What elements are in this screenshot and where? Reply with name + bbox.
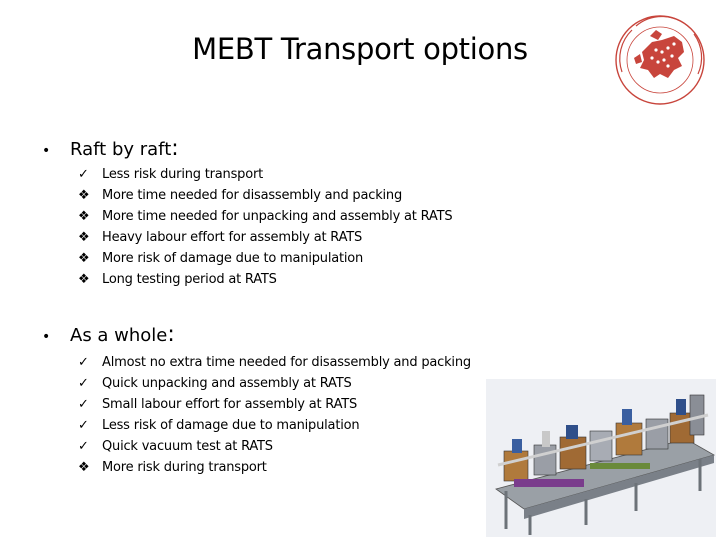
check-icon: ✓: [78, 439, 89, 454]
list-item-text: Quick vacuum test at RATS: [102, 439, 273, 454]
section-as-a-whole: [42, 322, 175, 347]
diamond-bullet-icon: ❖: [78, 209, 90, 224]
section-heading: [42, 322, 175, 347]
bullet-dot-icon: •: [42, 329, 51, 345]
list-item-text: More time needed for unpacking and assembly at RATS: [102, 209, 453, 224]
list-item-text: Less risk of damage due to manipulation: [102, 418, 360, 433]
heading-colon: :: [167, 322, 175, 347]
check-icon: ✓: [78, 397, 89, 412]
bullet-dot-icon: •: [42, 143, 51, 159]
list-item-text: Quick unpacking and assembly at RATS: [102, 376, 352, 391]
list-item-text: Long testing period at RATS: [102, 272, 277, 287]
diamond-bullet-icon: ❖: [78, 251, 90, 266]
raft-by-raft-list: [78, 164, 452, 290]
list-item: [78, 269, 452, 290]
list-item-text: Heavy labour effort for assembly at RATS: [102, 230, 363, 245]
check-icon: ✓: [78, 418, 89, 433]
list-item-text: Almost no extra time needed for disassembly and packing: [102, 355, 471, 370]
list-item-text: Small labour effort for assembly at RATS: [102, 397, 358, 412]
list-item: [78, 436, 471, 457]
section-raft-by-raft: [42, 136, 179, 161]
mebt-assembly-image: [486, 379, 716, 537]
list-item: [78, 185, 452, 206]
page-title: MEBT Transport options: [192, 32, 528, 66]
as-a-whole-list: [78, 352, 471, 478]
diamond-bullet-icon: ❖: [78, 188, 90, 203]
diamond-bullet-icon: ❖: [78, 272, 90, 287]
list-item: [78, 415, 471, 436]
list-item-text: Less risk during transport: [102, 167, 264, 182]
list-item: [78, 206, 452, 227]
list-item: [78, 457, 471, 478]
check-icon: ✓: [78, 355, 89, 370]
list-item: [78, 248, 452, 269]
esss-logo-icon: [612, 12, 708, 108]
diamond-bullet-icon: ❖: [78, 230, 90, 245]
section-heading-text: As a whole: [70, 325, 168, 346]
list-item: [78, 352, 471, 373]
heading-colon: :: [171, 136, 179, 161]
list-item-text: More risk of damage due to manipulation: [102, 251, 364, 266]
section-heading: [42, 136, 179, 161]
list-item: [78, 373, 471, 394]
check-icon: ✓: [78, 167, 89, 182]
section-heading-text: Raft by raft: [70, 139, 172, 160]
diamond-bullet-icon: ❖: [78, 460, 90, 475]
check-icon: ✓: [78, 376, 89, 391]
list-item: [78, 164, 452, 185]
list-item: [78, 394, 471, 415]
list-item-text: More risk during transport: [102, 460, 267, 475]
list-item: [78, 227, 452, 248]
list-item-text: More time needed for disassembly and packing: [102, 188, 403, 203]
